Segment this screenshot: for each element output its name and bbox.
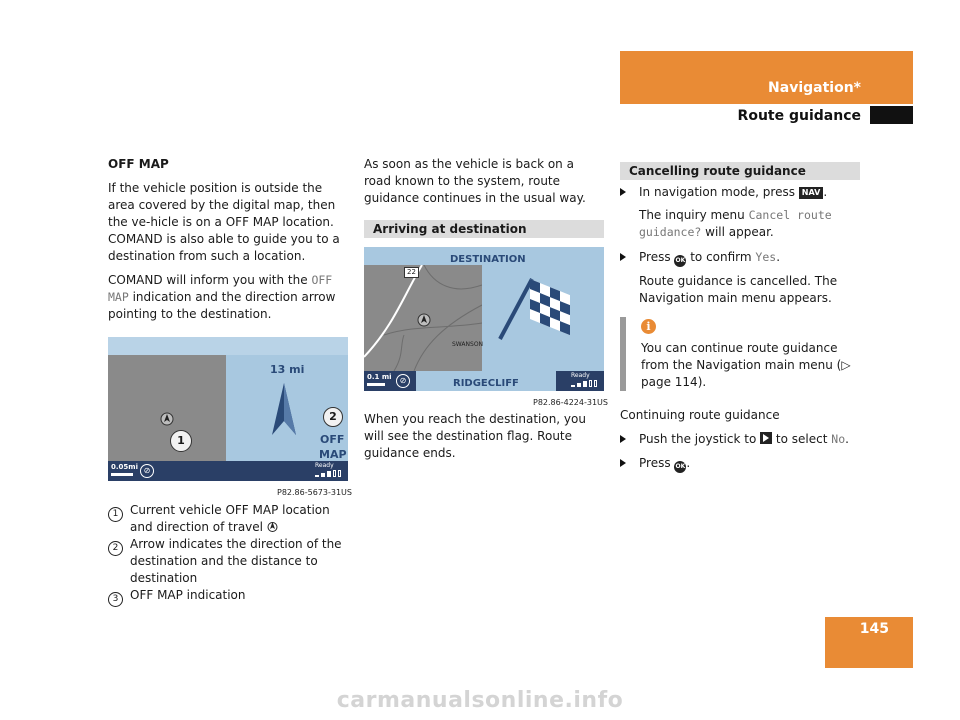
bullet-triangle-icon [620,188,626,196]
scale-bar [367,383,385,386]
joystick-right-icon [760,432,772,444]
bullet-press-ok-2: Press OK. [620,455,860,473]
watermark: carmanualsonline.info [336,688,624,713]
column-1 [108,156,348,330]
vehicle-direction-icon [267,520,278,533]
cancelling-section-bar: Cancelling route guidance [620,162,860,180]
column-2-paragraph-1: As soon as the vehicle is back on a road known to the system, route guidance continues in the usual way. [364,157,586,205]
off-map-paragraph-2: COMAND will inform you with the OFF MAP indication and the direction arrow pointing to the destination. [108,273,336,321]
nav-key-icon: NAV [799,187,824,199]
map-area [108,355,226,461]
figure-1-caption: P82.86-5673-31US [277,488,352,497]
bullet-triangle-icon [620,459,626,467]
callout-1: 1 [170,430,192,452]
off-map-heading: OFF MAP [108,157,169,171]
continuing-heading: Continuing route guidance [620,408,780,422]
bullet-triangle-icon [620,253,626,261]
destination-screen-figure [364,247,604,391]
compass-icon: ⊘ [140,464,154,478]
bullet-press-nav: In navigation mode, press NAV . The inquiry menu Cancel route guidance? will appear. [620,184,860,241]
distance-label: 13 mi [270,363,305,376]
ready-label: Ready [571,372,590,379]
info-sidebar [620,317,626,391]
off-map-paragraph-1: If the vehicle position is outside the area covered by the digital map, then the ve-hicle is on a OFF MAP location. COMAND is also able to guide you to a destination from such a location. [108,181,340,263]
scale-bar [111,473,133,476]
section-title: Navigation* [768,80,861,96]
bullet-triangle-icon [620,435,626,443]
vehicle-position-icon [417,312,431,328]
bullet-press-ok: Press OK to confirm Yes. Route guidance is cancelled. The Navigation main menu appears. [620,249,860,307]
subsection-title: Route guidance [737,108,861,124]
map-label: MAP [319,448,347,461]
compass-icon: ⊘ [396,374,410,388]
vehicle-position-icon [160,411,174,427]
scale-label: 0.05mi [111,463,138,471]
street-label: SWANSON [452,341,484,348]
direction-arrow [270,381,298,437]
yes-code: Yes [755,250,777,264]
destination-flag-icon [496,273,578,343]
column-2-paragraph-2: When you reach the destination, you will see the destination flag. Route guidance ends. [364,412,586,460]
off-label: OFF [320,433,345,446]
ready-label: Ready [315,462,334,469]
figure-top-strip [108,337,348,355]
destination-title: DESTINATION [450,254,526,265]
info-text: You can continue route guidance from the Navigation main menu (▷ page 114). [641,341,851,389]
city-label: RIDGECLIFF [453,378,519,389]
ok-key-icon: OK [674,461,686,473]
legend-item-3: 3 OFF MAP indication [108,587,348,607]
info-icon: i [641,319,656,334]
figure-1-legend [108,502,348,607]
off-map-screen-figure [108,337,348,481]
scale-label: 0.1 mi [367,373,392,381]
legend-item-1: 1 Current vehicle OFF MAP location and direction of travel [108,502,348,536]
arriving-section-bar: Arriving at destination [364,220,604,238]
ok-key-icon: OK [674,255,686,267]
header-black-tab [870,106,913,124]
page-number: 145 [859,621,889,637]
off-map-code: OFF MAP [108,273,333,304]
gps-signal-icon [315,470,343,478]
cancel-route-code: Cancel route guidance? [639,208,832,239]
bullet-joystick: Push the joystick to to select No. [620,431,860,448]
legend-item-2: 2 Arrow indicates the direction of the destination and the distance to destination [108,536,348,587]
road-number-shield: 22 [404,267,419,278]
no-code: No [831,432,846,446]
figure-2-caption: P82.86-4224-31US [533,398,608,407]
callout-2: 2 [323,407,343,427]
gps-signal-icon [571,380,599,388]
